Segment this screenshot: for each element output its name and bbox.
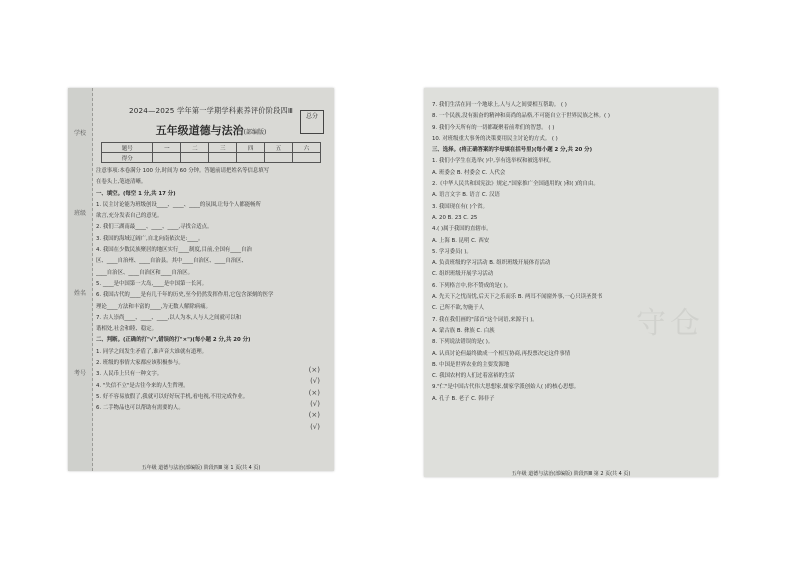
question-line: A. 认真讨论但最终做成一个相互协商,再投票决定这件事情: [432, 350, 571, 357]
question-line: 区、____自治州、____自治县。其中____自治区、____自治区、: [96, 258, 247, 265]
handwritten-answer: (√): [310, 422, 320, 431]
question-line: 9."仁"是中国古代伟大思想家,儒家学派创始人( )的核心思想。: [432, 384, 580, 391]
question-line: B. 中国是世界农业的主要发源地: [432, 361, 510, 368]
handwritten-answer: (√): [310, 399, 320, 408]
score-table-header: 五: [265, 143, 293, 153]
question-line: 1. 民主讨论能为班级创设____、____、____的氛围,让每个人都能畅所: [96, 201, 261, 208]
question-line: 8. 下列说法错误的是( )。: [432, 339, 494, 346]
subject-name: 五年级道德与法治: [155, 124, 244, 137]
page-footer: 五年级 道德与法治(部编版) 阶段四Ⅲ 第 1 页(共 4 页): [141, 465, 261, 471]
question-line: 3. 我国现在有( )个省。: [432, 203, 488, 210]
question-line: 1. 同学之间发生矛盾了,谁声音大谁就有道理。: [96, 348, 207, 355]
question-list: [96, 189, 326, 415]
question-line: A. 负责班级的学习活动 B. 组织班级开展体育活动: [432, 260, 551, 267]
page-footer: 五年级 道德与法治(部编版) 阶段四Ⅲ 第 2 页(共 4 页): [511, 471, 631, 477]
question-line: 谐相处,社会和睦、稳定。: [96, 326, 158, 333]
handwritten-answer: (×): [308, 366, 320, 374]
exam-title: 2024—2025 学年第一学期学科素养评价阶段四Ⅲ: [128, 106, 294, 115]
score-table: [101, 142, 321, 163]
question-line: C. 组织班级开展学习活动: [432, 271, 494, 278]
score-table-header: 六: [293, 143, 321, 153]
score-table-header: 四: [237, 143, 265, 153]
question-line: 10. 对班级重大事务的决策要用民主讨论的方式。 ( ): [432, 135, 558, 142]
question-line: A. 先天下之忧而忧,后天下之乐而乐 B. 两耳不闻窗外事,一心只读圣贤书: [432, 294, 603, 301]
question-line: A. 语言文字 B. 语言 C. 汉语: [432, 192, 500, 199]
handwritten-answer: (×): [308, 411, 320, 420]
binding-label: 班级: [74, 210, 87, 217]
score-table-header: 二: [181, 143, 209, 153]
question-line: 欲言,充分发表自己的意见。: [96, 213, 163, 220]
question-line: 9. 我们今天所有的一切都凝聚着前辈们的智慧。 ( ): [432, 124, 555, 131]
score-cell: [293, 153, 321, 163]
question-line: 8. 一个民族,没有振奋的精神和高尚的品格,不可能自立于世界民族之林。( ): [432, 113, 610, 120]
question-line: 4. "失信不立"是古往今来的人生哲理。: [96, 382, 189, 389]
exam-page-1: [68, 88, 334, 471]
score-cell: [209, 153, 237, 163]
total-score-box: [300, 110, 324, 134]
question-line: 2. 班级的事情大家都应该积极参与。: [96, 360, 184, 367]
question-line: 7. 古人崇尚____、____、____,以人为本,人与人之间就可以和: [96, 314, 242, 321]
section-heading: 一、填空。(每空 1 分,共 17 分): [96, 190, 176, 197]
question-line: 1. 我们小学生在选举( )中,享有选举权和被选举权。: [432, 158, 555, 165]
question-line: ____自治区、____自治区和____自治区。: [96, 269, 194, 276]
question-line: 5. 好不容易放假了,我就可以好好玩手机,看电视,不用完成作业。: [96, 393, 249, 400]
question-line: A. 20 B. 23 C. 25: [432, 214, 478, 221]
question-line: A. 蒙古族 B. 彝族 C. 白族: [432, 327, 495, 334]
question-list: [432, 100, 710, 405]
score-table-header: 一: [153, 143, 181, 153]
binding-margin: [68, 88, 93, 471]
handwritten-answer: (√): [310, 377, 320, 386]
question-line: 6. 我国古代的____是有几千年的历史,至今仍然发挥作用,它包含深刻的医学: [96, 292, 274, 299]
question-line: 5. 学习委员( )。: [432, 248, 472, 255]
edition-label: (部编版): [243, 129, 267, 136]
score-cell: [265, 153, 293, 163]
watermark-characters: 守仓: [636, 306, 704, 341]
question-line: 3. 我国的海域辽阔广,自北向南依次是:____。: [96, 235, 204, 242]
question-line: 4.( )属于我国的直辖市。: [432, 226, 492, 233]
score-cell: [237, 153, 265, 163]
binding-label: 考号: [74, 370, 87, 377]
question-line: 2.《中华人民共和国宪法》规定,"国家推广全国通用的( )和( )的自由。: [432, 181, 599, 188]
question-line: 5. ____是中国第一大岛,____是中国第一长河。: [96, 280, 207, 287]
question-line: 7. 我们生活在同一个地球上,人与人之间要相互帮助。 ( ): [432, 102, 567, 108]
question-line: 7. 我在我们画的"部首"这个词语,来源于( )。: [432, 316, 538, 323]
score-cell: [181, 153, 209, 163]
question-line: 2. 我们三湖南最____、____、____,寻找合适点。: [96, 224, 213, 231]
question-line: 6. 下列格言中,你不赞成的是( )。: [432, 282, 512, 289]
question-line: C. 我国农村的人们过着富裕的生活: [432, 373, 515, 380]
exam-page-2: [424, 88, 718, 477]
question-line: 理论____方法和丰富的____,为无数人解除病痛。: [96, 303, 211, 310]
question-line: C. 己所不欲,勿施于人: [432, 305, 485, 312]
question-line: 3. 人民币上只有一种文字。: [96, 371, 163, 378]
section-heading: 二、判断。(正确的打"√",错误的打"×")(每小题 2 分,共 20 分): [96, 337, 251, 344]
question-line: 4. 我国在少数民族聚居的地区实行____制度,目前,全国有____自治: [96, 247, 252, 254]
score-table-header: 题号: [102, 143, 153, 153]
subject-title: [96, 122, 326, 138]
question-line: 6. 二手物品也可以帮助有需要的人。: [96, 405, 184, 412]
score-row-label: 得分: [102, 153, 153, 163]
handwritten-answer: (×): [308, 388, 320, 397]
score-cell: [153, 153, 181, 163]
score-table-header: 三: [209, 143, 237, 153]
question-line: A. 班委会 B. 村委会 C. 人代会: [432, 169, 506, 176]
section-heading: 三、选择。(将正确答案的字母填在括号里)(每小题 2 分,共 20 分): [432, 147, 593, 154]
exam-notes: 注意事项:本卷满分 100 分,时间为 60 分钟。答题前请把姓名等信息填写: [96, 168, 270, 174]
exam-notes-2: 在卷头上,笔迹清晰。: [96, 179, 147, 186]
question-line: A. 孔子 B. 老子 C. 韩非子: [432, 395, 495, 402]
binding-label: 姓名: [74, 290, 87, 297]
binding-label: 学校: [74, 130, 87, 137]
question-line: A. 上海 B. 昆明 C. 西安: [432, 237, 490, 244]
total-score-label: 总分: [305, 113, 318, 120]
